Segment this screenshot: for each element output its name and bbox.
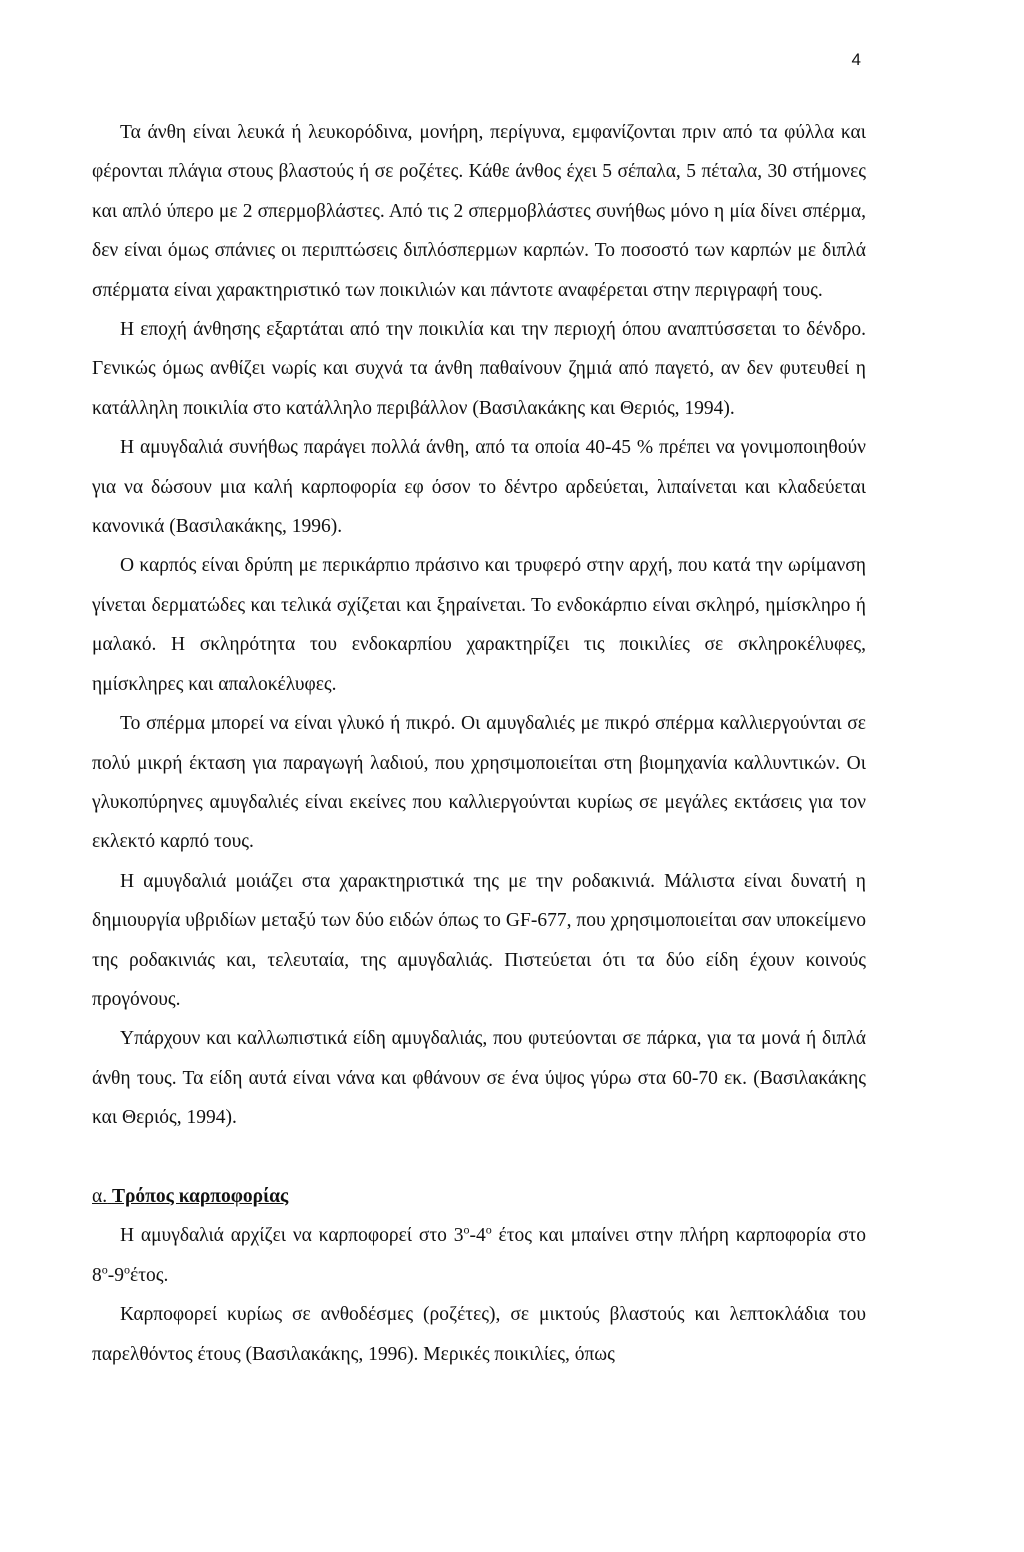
bearing-age-text: -9: [107, 1264, 124, 1286]
section-title: Τρόπος καρποφορίας: [111, 1185, 289, 1207]
paragraph-flowering-season: Η εποχή άνθησης εξαρτάται από την ποικιλία και την περιοχή όπου αναπτύσσεται το δένδρο. Γενικώς όμως ανθίζει νωρίς και συχνά τα άνθη παθαίνουν ζημιά από παγετό, αν δεν φυτευθεί η κατάλληλη ποικιλία στο κατάλληλο περιβάλλον (Βασιλακάκης και Θεριός, 1994).: [92, 319, 866, 419]
paragraph-flowers: Τα άνθη είναι λευκά ή λευκορόδινα, μονήρη, περίγυνα, εμφανίζονται πριν από τα φύλλα και φέρονται πλάγια στους βλαστούς ή σε ροζέτες. Κάθε άνθος έχει 5 σέπαλα, 5 πέταλα, 30 στήμονες και απλό ύπερο με 2 σπερμοβλάστες. Από τις 2 σπερμοβλάστες συνήθως μόνο η μία δίνει σπέρμα, δεν είναι όμως σπάνιες οι περιπτώσεις διπλόσπερμων καρπών. Το ποσοστό των καρπών με διπλά σπέρματα είναι χαρακτηριστικό των ποικιλιών και πάντοτε αναφέρεται στην περιγραφή τους.: [92, 122, 866, 301]
section-spacer: [92, 1138, 866, 1177]
degree-sup: ο: [124, 1262, 130, 1277]
paragraph-hybrids: Η αμυγδαλιά μοιάζει στα χαρακτηριστικά της με την ροδακινιά. Μάλιστα είναι δυνατή η δημιουργία υβριδίων μεταξύ των δύο ειδών όπως το GF-677, που χρησιμοποιείται σαν υποκείμενο της ροδακινιάς και, τελευταία, της αμυγδαλιάς. Πιστεύεται ότι τα δύο είδη έχουν κοινούς προγόνους.: [92, 870, 866, 1010]
bearing-age-text: Η αμυγδαλιά αρχίζει να καρποφορεί στο 3: [120, 1225, 464, 1247]
paragraph-bearing-age: [92, 1216, 866, 1295]
paragraph-seed: Το σπέρμα μπορεί να είναι γλυκό ή πικρό. Οι αμυγδαλιές με πικρό σπέρμα καλλιεργούνται σε πολύ μικρή έκταση για παραγωγή λαδιού, που χρησιμοποιείται στη βιομηχανία καλλυντικών. Οι γλυκοπύρηνες αμυγδαλιές είναι εκείνες που καλλιεργούνται κυρίως σε μεγάλες εκτάσεις για τον εκλεκτό καρπό τους.: [92, 713, 866, 853]
degree-sup: ο: [101, 1262, 108, 1277]
paragraph-ornamental: Υπάρχουν και καλλωπιστικά είδη αμυγδαλιάς, που φυτεύονται σε πάρκα, για τα μονά ή διπλά άνθη τους. Τα είδη αυτά είναι νάνα και φθάνουν σε ένα ύψος γύρω στα 60-70 εκ. (Βασιλακάκης και Θεριός, 1994).: [92, 1028, 866, 1129]
bearing-age-text: έτος.: [130, 1264, 169, 1286]
paragraph-fruit: Ο καρπός είναι δρύπη με περικάρπιο πράσινο και τρυφερό στην αρχή, που κατά την ωρίμανση γίνεται δερματώδες και τελικά σχίζεται και ξηραίνεται. Το ενδοκάρπιο είναι σκληρό, ημίσκληρο ή μαλακό. Η σκληρότητα του ενδοκαρπίου χαρακτηρίζει τις ποικιλίες σε σκληροκέλυφες, ημίσκληρες και απαλοκέλυφες.: [92, 555, 866, 695]
document-body: [92, 113, 866, 1374]
paragraph-pollination: Η αμυγδαλιά συνήθως παράγει πολλά άνθη, από τα οποία 40-45 % πρέπει να γονιμοποιηθούν για να δώσουν μια καλή καρποφορία εφ όσον το δέντρο αρδεύεται, λιπαίνεται και κλαδεύεται κανονικά (Βασιλακάκης, 1996).: [92, 437, 866, 538]
degree-sup: ο: [485, 1222, 492, 1237]
section-heading: [92, 1177, 866, 1216]
bearing-age-text: έτος και μπαίνει στην πλήρη καρποφορία στο 8: [92, 1225, 866, 1286]
degree-sup: ο: [463, 1222, 470, 1237]
section-marker: α.: [92, 1185, 108, 1207]
paragraph-bearing-wood: Καρποφορεί κυρίως σε ανθοδέσμες (ροζέτες), σε μικτούς βλαστούς και λεπτοκλάδια του παρελθόντος έτους (Βασιλακάκης, 1996). Μερικές ποικιλίες, όπως: [92, 1304, 866, 1365]
page-number: 4: [851, 50, 861, 69]
bearing-age-text: -4: [469, 1225, 486, 1247]
